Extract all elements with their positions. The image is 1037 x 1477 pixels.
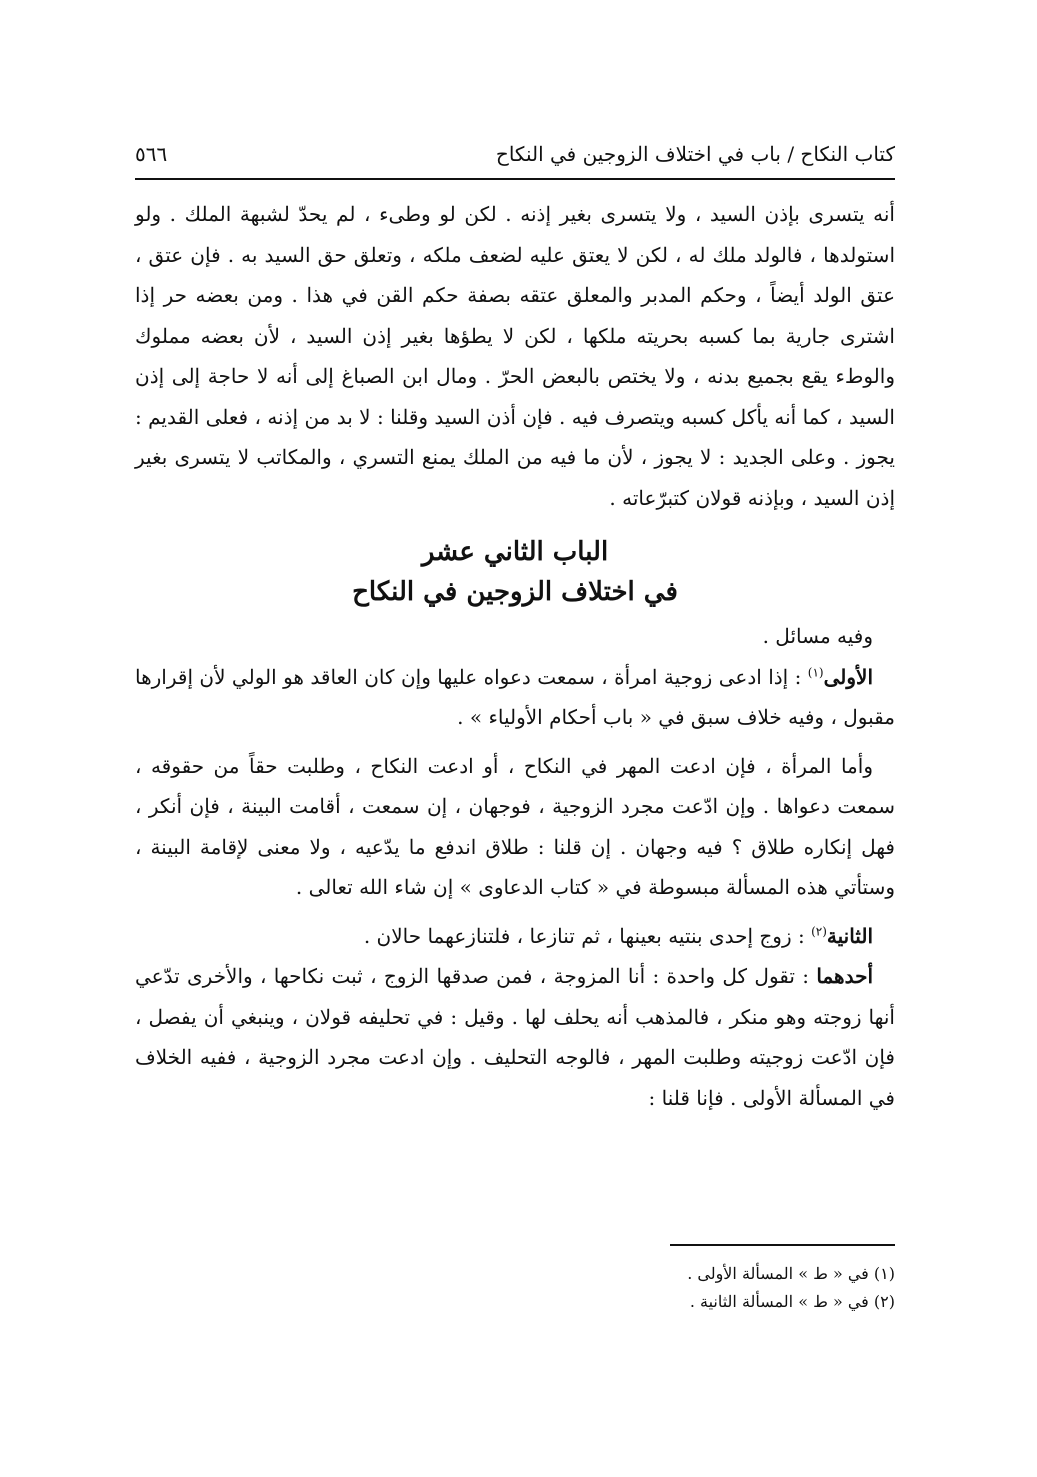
masala-second xyxy=(135,916,895,957)
footnote-1: (١) في « ط » المسألة الأولى . xyxy=(687,1264,895,1283)
page-number: ٥٦٦ xyxy=(135,142,168,166)
paragraph-top: أنه يتسرى بإذن السيد ، ولا يتسرى بغير إذنه . لكن لو وطىء ، لم يحدّ لشبهة الملك . ولو استولدها ، فالولد ملك له ، لكن لا يعتق عليه لضعف ملكه ، وتعلق حق السيد به . فإن عتق ، عتق الولد أيضاً ، وحكم المدبر والمعلق عتقه بصفة حكم القن في هذا . ومن بعضه حر إذا اشترى جارية بما كسبه بحريته ملكها ، لكن لا يطؤها بغير إذن السيد ، لأن بعضه مملوك والوطء يقع بجميع بدنه ، ولا يختص بالبعض الحرّ . ومال ابن الصباغ إلى أنه لا حاجة إلى إذن السيد ، كما أنه يأكل كسبه ويتصرف فيه . فإن أذن السيد وقلنا : لا بد من إذنه ، فعلى القديم : يجوز . وعلى الجديد : لا يجوز ، لأن ما فيه من الملك يمنع التسري ، والمكاتب لا يتسرى بغير إذن السيد ، وبإذنه قولان كتبرّعاته . xyxy=(135,202,896,510)
spacer xyxy=(135,908,895,916)
footnote-rule xyxy=(670,1244,895,1246)
page-header xyxy=(135,132,895,176)
book-page xyxy=(135,118,895,1458)
masala-second-text: : زوج إحدى بنتيه بعينها ، ثم تنازعا ، فلتنازعهما حالان . xyxy=(363,923,812,948)
intro-line: وفيه مسائل . xyxy=(762,624,873,648)
running-title: كتاب النكاح / باب في اختلاف الزوجين في النكاح xyxy=(495,142,895,166)
ahaduhuma-lead: أحدهما xyxy=(816,964,873,988)
spacer xyxy=(135,738,895,746)
ahaduhuma-text: : تقول كل واحدة : أنا المزوجة ، فمن صدقها الزوج ، ثبت نكاحها ، والأخرى تدّعي أنها زوجته وهو منكر ، فالمذهب أنه يحلف لها . وقيل : في تحليفه قولان ، وينبغي أن يفصل ، فإن ادّعت زوجيته وطلبت المهر ، فالوجه التحليف . وإن ادعت مجرد الزوجية ، ففيه الخلاف في المسألة الأولى . فإنا قلنا : xyxy=(135,964,895,1110)
chapter-heading xyxy=(135,532,895,612)
paragraph-woman: وأما المرأة ، فإن ادعت المهر في النكاح ، أو ادعت النكاح ، وطلبت حقاً من حقوقه ، سمعت دعواها . وإن ادّعت مجرد الزوجية ، فوجهان ، إن سمعت ، أقامت البينة ، فإن أنكر ، فهل إنكاره طلاق ؟ فيه وجهان . إن قلنا : طلاق اندفع ما يدّعيه ، ولا معنى لإقامة البينة ، وستأتي هذه المسألة مبسوطة في « كتاب الدعاوى » إن شاء الله تعالى . xyxy=(135,753,895,899)
masala-first-lead: الأولى xyxy=(823,664,873,689)
masala-first-text: : إذا ادعى زوجية امرأة ، سمعت دعواه عليها وإن كان العاقد هو الولي لأن إقرارها مقبول ، وفيه خلاف سبق في « باب أحكام الأولياء » . xyxy=(135,664,895,729)
footnote-ref-2: (٢) xyxy=(811,923,827,938)
header-rule xyxy=(135,178,895,180)
masala-second-lead: الثانية xyxy=(826,923,873,948)
page-body xyxy=(135,194,895,1118)
paragraph-ahaduhuma xyxy=(135,956,895,1118)
chapter-title-line1: الباب الثاني عشر xyxy=(421,537,609,567)
footnote-2: (٢) في « ط » المسألة الثانية . xyxy=(689,1292,895,1311)
footnotes xyxy=(135,1260,895,1316)
masala-first xyxy=(135,657,895,738)
footnote-ref-1: (١) xyxy=(807,664,824,679)
chapter-title-line2: في اختلاف الزوجين في النكاح xyxy=(352,577,678,607)
